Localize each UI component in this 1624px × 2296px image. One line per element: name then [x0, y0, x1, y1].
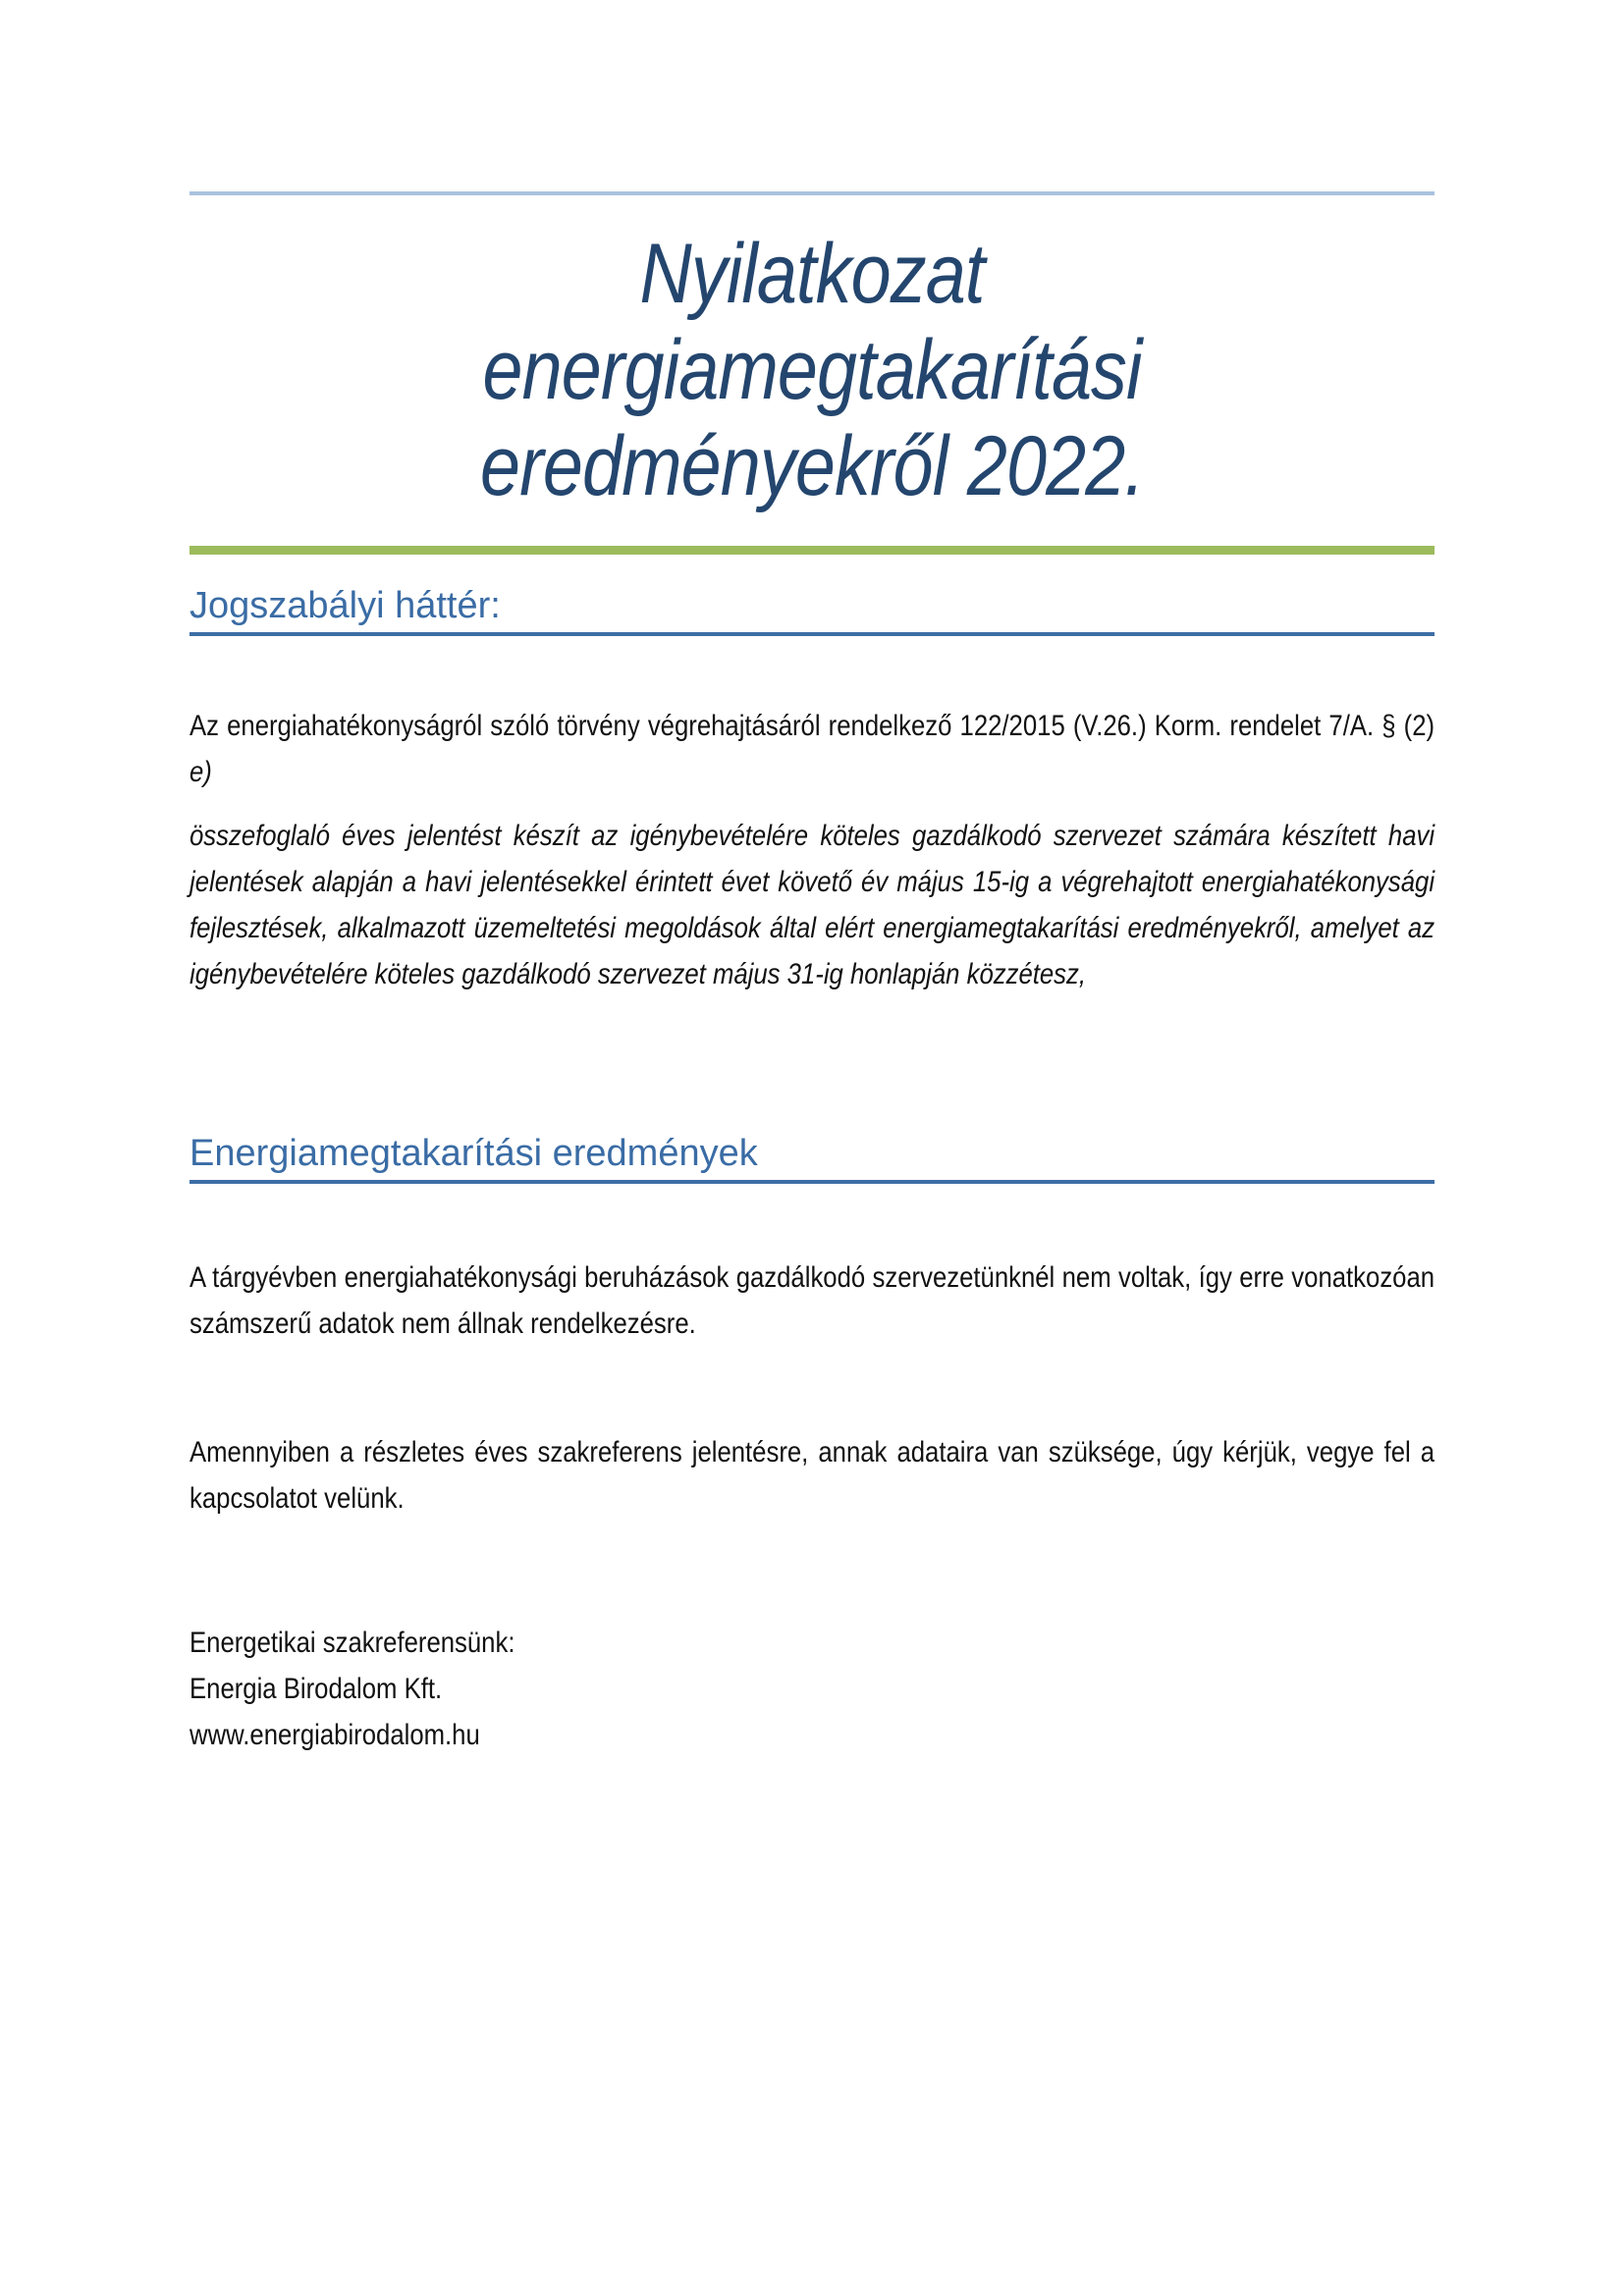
paragraph-legal-reference	[189, 703, 1435, 795]
contact-block	[189, 1620, 1435, 1758]
document-title	[189, 226, 1435, 514]
title-line-1: Nyilatkozat	[639, 227, 985, 321]
top-divider-rule	[189, 191, 1435, 195]
legal-reference-text: Az energiahatékonyságról szóló törvény végrehajtásáról rendelkező 122/2015 (V.26.) Korm. rendelet 7/A. § (2)	[189, 710, 1435, 742]
section-heading-legal-background: Jogszabályi háttér:	[189, 585, 1435, 636]
contact-website: www.energiabirodalom.hu	[189, 1719, 480, 1751]
paragraph-legal-quote: összefoglaló éves jelentést készít az igénybevételére köteles gazdálkodó szervezet számára készített havi jelentések alapján a havi jelentésekkel érintett évet követő év május 15-ig a végrehajtott energiahatékonysági fejlesztések, alkalmazott üzemeltetési megoldások által elért energiamegtakarítási eredményekről, amelyet az igénybevételére köteles gazdálkodó szervezet május 31-ig honlapján közzétesz,	[189, 820, 1435, 990]
title-line-2: energiamegtakarítási	[482, 323, 1142, 417]
contact-label: Energetikai szakreferensünk:	[189, 1627, 515, 1659]
title-line-3: eredményekről 2022.	[480, 419, 1145, 513]
paragraph-no-investments: A tárgyévben energiahatékonysági beruházások gazdálkodó szervezetünknél nem voltak, így erre vonatkozóan számszerű adatok nem állnak rendelkezésre.	[189, 1261, 1435, 1340]
green-divider-bar	[189, 546, 1435, 555]
legal-reference-clause: e)	[189, 756, 212, 788]
section-heading-energy-savings-results: Energiamegtakarítási eredmények	[189, 1133, 1435, 1184]
paragraph-contact-request: Amennyiben a részletes éves szakreferens jelentésre, annak adataira van szüksége, úgy kérjük, vegye fel a kapcsolatot velünk.	[189, 1436, 1435, 1515]
contact-company-name: Energia Birodalom Kft.	[189, 1673, 443, 1705]
